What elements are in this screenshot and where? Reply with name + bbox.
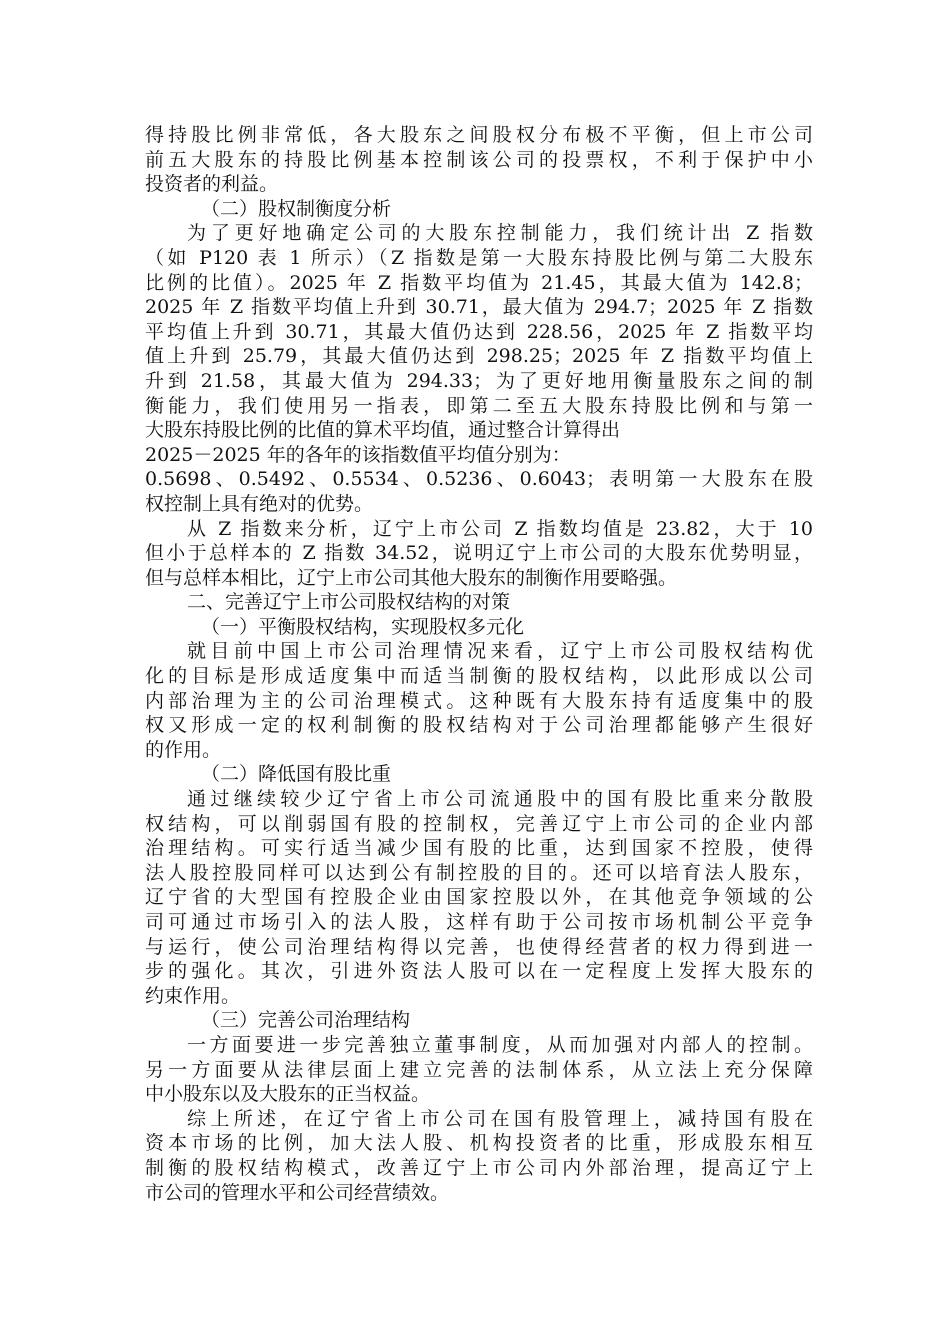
text-line: 法人股控股同样可以达到公有制控股的目的。还可以培育法人股东，	[145, 861, 813, 884]
text-line: 司可通过市场引入的法人股，这样有助于公司按市场机制公平竞争	[145, 911, 813, 933]
text-line: 综上所述，在辽宁省上市公司在国有股管理上，减持国有股在	[187, 1107, 813, 1130]
text-line: 中小股东以及大股东的正当权益。	[145, 1083, 431, 1106]
text-line: 升到 21.58，其最大值为 294.33；为了更好地用衡量股东之间的制	[145, 369, 813, 392]
text-line: 权控制上具有绝对的优势。	[145, 492, 374, 515]
text-line: 但与总样本相比，辽宁上市公司其他大股东的制衡作用要略强。	[145, 566, 678, 589]
text-line: （三）完善公司治理结构	[201, 1009, 411, 1032]
text-line: 一方面要进一步完善独立董事制度，从而加强对内部人的控制。	[187, 1033, 813, 1056]
text-line: 就目前中国上市公司治理情况来看，辽宁上市公司股权结构优	[187, 640, 813, 663]
text-line: 前五大股东的持股比例基本控制该公司的投票权，不利于保护中小	[145, 148, 813, 171]
text-line: 平均值上升到 30.71，其最大值仍达到 228.56，2025 年 Z 指数平均	[145, 320, 813, 343]
text-line: 比例的比值）。2025 年 Z 指数平均值为 21.45，其最大值为 142.8；	[145, 271, 813, 294]
text-line: 资本市场的比例，加大法人股、机构投资者的比重，形成股东相互	[145, 1132, 813, 1155]
text-line: （一）平衡股权结构，实现股权多元化	[201, 615, 525, 638]
text-line: （二）降低国有股比重	[201, 763, 392, 786]
text-line: 另一方面要从法律层面上建立完善的法制体系，从立法上充分保障	[145, 1058, 813, 1081]
text-line: 化的目标是形成适度集中而适当制衡的股权结构，以此形成以公司	[145, 665, 813, 688]
text-line: 的作用。	[145, 738, 222, 761]
text-line: 投资者的利益。	[145, 173, 279, 196]
text-line: 权又形成一定的权利制衡的股权结构对于公司治理都能够产生很好	[145, 714, 813, 737]
text-line: 内部治理为主的公司治理模式。这种既有大股东持有适度集中的股	[145, 689, 813, 712]
text-line: （二）股权制衡度分析	[201, 197, 392, 220]
text-line: 通过继续较少辽宁省上市公司流通股中的国有股比重来分散股	[187, 788, 813, 811]
text-line: 为了更好地确定公司的大股东控制能力，我们统计出 Z 指数	[187, 222, 813, 245]
text-line: 权结构，可以削弱国有股的控制权，完善辽宁上市公司的企业内部	[145, 812, 813, 835]
text-line: 2025 年 Z 指数平均值上升到 30.71，最大值为 294.7；2025 年 Z 指数	[145, 296, 813, 319]
text-line: （如 P120 表 1 所示）（Z 指数是第一大股东持股比例与第二大股东	[145, 246, 813, 269]
text-line: 与运行，使公司治理结构得以完善，也使得经营者的权力得到进一	[145, 935, 813, 958]
text-line: 衡能力，我们使用另一指表，即第二至五大股东持股比例和与第一	[145, 394, 813, 417]
text-line: 从 Z 指数来分析，辽宁上市公司 Z 指数均值是 23.82，大于 10	[187, 517, 813, 540]
text-line: 制衡的股权结构模式，改善辽宁上市公司内外部治理，提高辽宁上	[145, 1156, 813, 1179]
document-body	[145, 123, 813, 1205]
text-line: 约束作用。	[145, 984, 241, 1007]
text-line: 但小于总样本的 Z 指数 34.52，说明辽宁上市公司的大股东优势明显，	[145, 542, 813, 565]
text-line: 大股东持股比例的比值的算术平均值，通过整合计算得出	[145, 419, 621, 442]
text-line: 2025－2025 年的各年的该指数值平均值分别为：	[145, 443, 571, 466]
text-line: 0.5698、0.5492、0.5534、0.5236、0.6043；表明第一大股东在股	[145, 468, 813, 491]
text-line: 辽宁省的大型国有控股企业由国家控股以外，在其他竞争领域的公	[145, 886, 813, 909]
text-line: 治理结构。可实行适当减少国有股的比重，达到国家不控股，使得	[145, 837, 813, 860]
text-line: 得持股比例非常低，各大股东之间股权分布极不平衡，但上市公司	[145, 124, 813, 146]
text-line: 步的强化。其次，引进外资法人股可以在一定程度上发挥大股东的	[145, 960, 813, 983]
text-line: 值上升到 25.79，其最大值仍达到 298.25；2025 年 Z 指数平均值上	[145, 345, 813, 368]
text-line: 二、完善辽宁上市公司股权结构的对策	[187, 591, 511, 614]
text-line: 市公司的管理水平和公司经营绩效。	[145, 1181, 450, 1204]
